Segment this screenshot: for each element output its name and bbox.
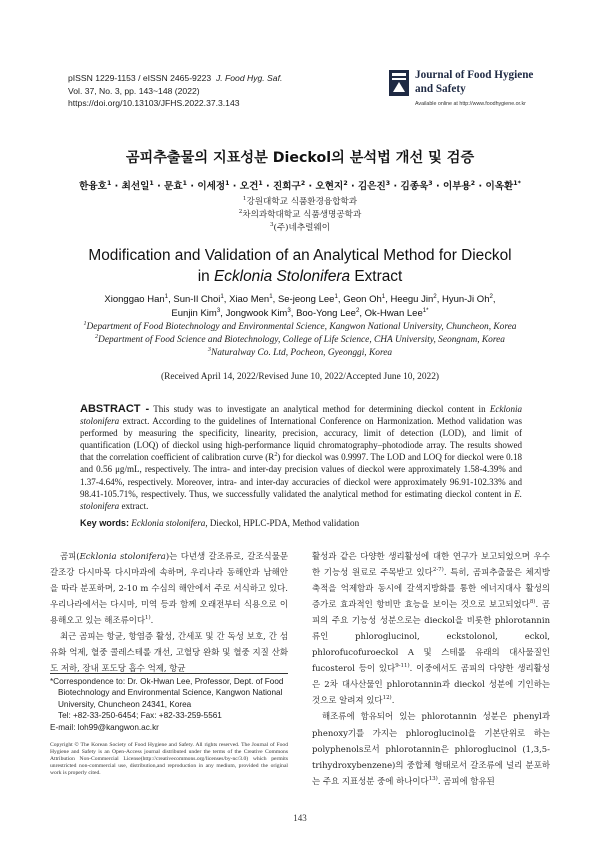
page-number: 143: [293, 813, 307, 823]
title-english-line-2: in Ecklonia Stolonifera Extract: [197, 268, 403, 285]
en-author: Geon Oh$^1$: [343, 292, 386, 305]
body-paragraph: 활성과 같은 다양한 생리활성에 대한 연구가 보고되었으며 우수한 기능성 원료로 주목받고 있다$^{2-7)}$. 특히, 곰피추출물은 체지방 축적을 억제함과 동시에 갈색지방화를 통한 에너지대사 활성의 증가로 효과적인 항비만 효능을 보이는 것으로 보고되었다$^{8)}$. 곰피의 주요 기능성 성분으로는 dieckol을 비롯한 phlorotannin류인 phloroglucinol, eckstolonol, eckol, phlorofucofuroeckol A 및 스테롤 유래의 대사물질인 fucosterol 등이 있다$^{9-11)}$. 이중에서도 곰피의 다양한 생리활성은 2차 대사산물인 phlorotannin과 dieckol 성분에 기인하는 것으로 알려져 있다$^{12)}$.: [312, 551, 550, 706]
volume-line: Vol. 37, No. 3, pp. 143~148 (2022): [68, 85, 200, 96]
ko-author: 오현지$^2$: [315, 179, 348, 192]
en-author: Jongwook Kim$^3$: [225, 306, 291, 319]
en-author: Heegu Jin$^2$: [390, 292, 437, 305]
body-paragraph: 최근 곰피는 항균, 항염증 활성, 간세포 및 간 독성 보호, 간 섬유화 억제, 혈중 콜레스테롤 개선, 고혈당 완화 및 혈중 지질 산화도 저하, 장내 포도당 흡수 억제, 항균: [50, 631, 288, 674]
abstract-label: ABSTRACT -: [80, 403, 150, 415]
en-author: Xiao Men$^1$: [229, 292, 273, 305]
en-author: Xionggao Han$^1$: [104, 292, 169, 305]
affiliation-en-3: $^3$Naturalway Co. Ltd, Pocheon, Gyeonggi, Korea: [207, 346, 393, 358]
ko-author: 김은진$^3$: [357, 179, 391, 192]
journal-abbrev: J. Food Hyg. Saf.: [215, 73, 283, 83]
affiliation-en-2: $^2$Department of Food Science and Biotechnology, College of Life Science, CHA University, Seongnam, Korea: [95, 333, 505, 345]
authors-english: Xionggao Han$^1$, Sun-Il Choi$^1$, Xiao Men$^1$, Se-jeong Lee$^1$, Geon Oh$^1$, Heegu Jin$^2$, Hyun-Ji Oh$^2$, Eunjin Kim$^3$, Jongwook Kim$^3$, Boo-Yong Lee$^2$, Ok-Hwan Lee$^{1*}$: [104, 292, 496, 319]
doi-link[interactable]: https://doi.org/10.13103/JFHS.2022.37.3.143: [68, 98, 240, 109]
correspondence-email[interactable]: E-mail: loh99@kangwon.ac.kr: [50, 722, 159, 732]
authors-korean: 한융호$^1$ · 최선일$^1$ · 문효$^1$ · 이세정$^1$ · 오건$^1$ · 진희구$^2$ · 오현지$^2$ · 김은진$^3$ · 김종욱$^3$ · 이부용$^2$ · 이옥환$^{1*}$: [79, 179, 521, 192]
en-author: Sun-Il Choi$^1$: [173, 292, 224, 305]
body-paragraph: 곰피(Ecklonia stolonifera)는 다년생 갈조류로, 갈조식물문 갈조강 다시마목 다시마과에 속하며, 우리나라 동해안과 남해안을 따라 분포하며, 2-10 m 수심의 해안에서 주로 서식하고 있다. 우리나라에서는 다시마, 미역 등과 함께 오래전부터 식용으로 이용해오고 있는 해조류이다$^{1)}$.: [50, 551, 289, 626]
abstract: ABSTRACT - This study was to investigate an analytical method for determining dieckol content in Ecklonia stolonifera extract. According to the guidelines of International Conference on Harmonization. Method validation was performed by measuring the specificity, linearity, precision, accuracy, limit of detection (LOD), and limit of quantification (LOQ) of dieckol using high-performance liquid chromatography–photodiode array. The results showed that the correlation coefficient of calibration curve $(R^2)$ for dieckol was 0.9997. The LOD and LOQ for dieckol were 0.18 and 0.56 μg/mL, respectively. The intra- and inter-day precision values of dieckol were approximately 1.58-4.39% and 1.37-4.64%, respectively. Moreover, intra- and inter-day accuracies of dieckol were approximately 96.91-102.33% and 98.41-105.71%, respectively. Thus, we successfully validated the analytical method for estimating dieckol content in E. stolonifera extract.: [80, 403, 522, 511]
copyright-notice: Copyright © The Korean Society of Food Hygiene and Safety. All rights reserved. The Journal of Food Hygiene and Safety is an Open-Access journal distributed under the terms of the Creative Commons Attribution Non-Commercial License(http://creativecommons.org/licenses/by-nc/3.0) which permits unrestricted non-commercial use, distribution,and reproduction in any medium, provided the original work is properly cited.: [50, 742, 288, 777]
affiliation-en-1: $^1$Department of Food Biotechnology and Environmental Science, Kangwon National University, Chuncheon, Korea: [83, 320, 517, 332]
received-dates: (Received April 14, 2022/Revised June 10, 2022/Accepted June 10, 2022): [160, 372, 440, 382]
correspondence: *Correspondence to: Dr. Ok-Hwan Lee, Professor, Dept. of Food Biotechnology and Environmental Science, Kangwon National University, Chuncheon 24341, Korea Tel: +82-33-250-6454; Fax: +82-33-259-5561 E-mail: loh99@kangwon.ac.kr: [50, 676, 288, 733]
ko-author: 오건$^1$: [239, 179, 263, 192]
ko-author: 한융호$^1$: [79, 179, 112, 192]
footnote-divider: [50, 673, 288, 674]
ko-author: 문효$^1$: [164, 179, 187, 192]
title-english: [0, 245, 600, 287]
keywords: Key words: Ecklonia stolonifera, Dieckol, HPLC-PDA, Method validation: [80, 518, 360, 528]
logo-online-url[interactable]: Available online at http://www.foodhygiene.or.kr: [415, 101, 526, 107]
ko-author: 이옥환$^{1*}$: [485, 179, 521, 192]
ko-author: 이세정$^1$: [197, 179, 230, 192]
journal-logo-icon: [389, 70, 409, 96]
title-korean: 곰피추출물의 지표성분 Dieckol의 분석법 개선 및 검증: [125, 150, 475, 166]
en-author: Boo-Yong Lee$^2$: [296, 306, 360, 319]
ko-author: 이부용$^2$: [442, 179, 476, 192]
ko-author: 김종욱$^3$: [400, 179, 433, 192]
affiliation-ko-1: $^1$강원대학교 식품환경융합학과: [242, 196, 358, 207]
body-right-column: [312, 548, 550, 789]
title-english-line-1: Modification and Validation of an Analytical Method for Dieckol: [88, 247, 512, 264]
en-author: Hyun-Ji Oh$^2$: [441, 292, 493, 305]
body-paragraph: 해조류에 함유되어 있는 phlorotannin 성분은 phenyl과 phenoxy기를 가지는 phloroglucinol을 기본단위로 하는 polyphenols로서 phlorotannin은 phloroglucinol (1,3,5-trihydroxybenzene)의 중합체 형태로서 갈조류에 널리 분포하는 주요 지표성분 중에 하나이다$^{13)}$. 곰피에 함유된: [312, 711, 550, 786]
affiliation-ko-2: $^2$차의과학대학교 식품생명공학과: [238, 209, 362, 220]
en-author: Ok-Hwan Lee$^{1*}$: [364, 306, 429, 319]
issn: pISSN 1229-1153 / eISSN 2465-9223: [68, 73, 212, 83]
journal-meta: [68, 72, 368, 110]
body-left-column: [50, 548, 288, 676]
ko-author: 최선일$^1$: [121, 179, 154, 192]
keywords-label: Key words:: [80, 518, 130, 528]
en-author: Eunjin Kim$^3$: [171, 306, 221, 319]
affiliation-ko-3: $^3$(주)네추럴웨이: [269, 222, 331, 233]
logo-title: Journal of Food Hygiene and Safety: [415, 69, 534, 95]
en-author: Se-jeong Lee$^1$: [277, 292, 338, 305]
journal-logo: [389, 68, 551, 114]
ko-author: 진희구$^2$: [273, 179, 306, 192]
